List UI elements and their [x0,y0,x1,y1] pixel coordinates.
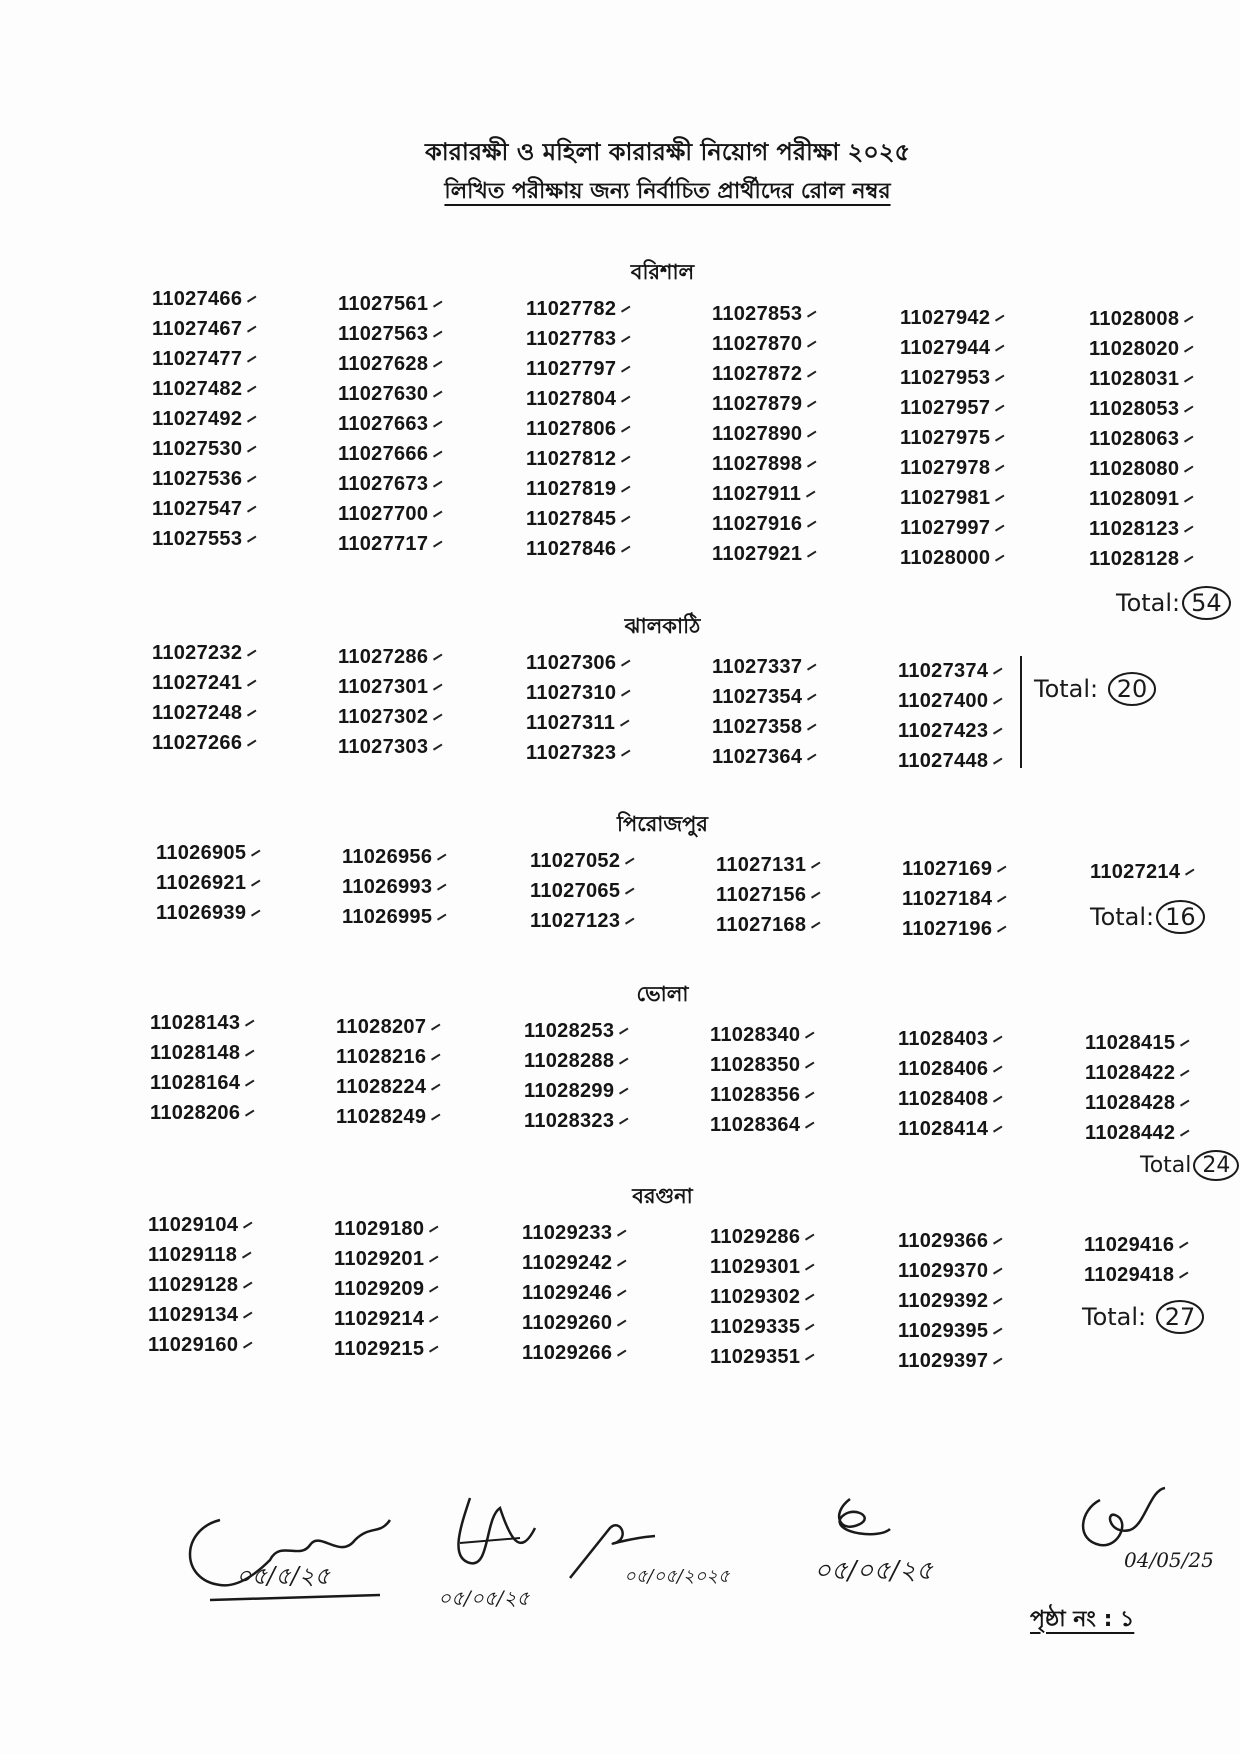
roll-column [898,1226,1003,1376]
district-heading: ভোলা [636,982,689,1006]
roll-number: 11026995 [342,902,447,932]
roll-column [150,1008,255,1128]
roll-column [526,648,631,768]
roll-column [522,1218,627,1368]
roll-number: 11029128 [148,1270,253,1300]
roll-column [156,838,261,928]
signature-date: ০৫/০৫/২৫ [814,1556,933,1586]
roll-number: 11028207 [336,1012,441,1042]
roll-column [148,1210,253,1360]
roll-number: 11028288 [524,1046,629,1076]
roll-number: 11027942 [900,303,1005,333]
roll-number: 11027374 [898,656,1003,686]
roll-number: 11028063 [1089,424,1194,454]
roll-number: 11028253 [524,1016,629,1046]
roll-number: 11027797 [526,354,631,384]
roll-number: 11027812 [526,444,631,474]
roll-number: 11027717 [338,529,443,559]
roll-number: 11027845 [526,504,631,534]
roll-column [336,1012,441,1132]
roll-number: 11027957 [900,393,1005,423]
roll-number: 11026939 [156,898,261,928]
total-label: Total: [1090,903,1155,931]
roll-number: 11027783 [526,324,631,354]
roll-column [152,638,257,758]
roll-column [710,1222,815,1372]
roll-number: 11027561 [338,289,443,319]
roll-column [902,854,1007,944]
roll-number: 11028128 [1089,544,1194,574]
roll-number: 11027921 [712,539,817,569]
roll-number: 11027872 [712,359,817,389]
roll-column [338,289,443,559]
roll-number: 11026921 [156,868,261,898]
signature-date: ০৫/০৫/২০২৫ [624,1566,730,1587]
roll-number: 11028299 [524,1076,629,1106]
roll-number: 11027311 [526,708,631,738]
roll-number: 11028340 [710,1020,815,1050]
roll-number: 11027981 [900,483,1005,513]
roll-number: 11029201 [334,1244,439,1274]
roll-number: 11027306 [526,648,631,678]
roll-number: 11028206 [150,1098,255,1128]
roll-number: 11027563 [338,319,443,349]
roll-number: 11027953 [900,363,1005,393]
total-label: Total: [1082,1303,1147,1331]
roll-number: 11027358 [712,712,817,742]
signature-date: 04/05/25 [1124,1548,1214,1572]
roll-number: 11026956 [342,842,447,872]
roll-column [1090,857,1195,887]
roll-number: 11029209 [334,1274,439,1304]
roll-number: 11029104 [148,1210,253,1240]
total-value: 27 [1156,1300,1205,1334]
roll-number: 11027911 [712,479,817,509]
roll-number: 11027890 [712,419,817,449]
roll-number: 11027700 [338,499,443,529]
roll-number: 11028428 [1085,1088,1190,1118]
roll-number: 11026905 [156,838,261,868]
roll-number: 11027944 [900,333,1005,363]
roll-number: 11028000 [900,543,1005,573]
roll-number: 11029392 [898,1286,1003,1316]
roll-number: 11027214 [1090,857,1195,887]
total-label: Total: [1034,675,1099,703]
roll-number: 11027673 [338,469,443,499]
roll-number: 11027196 [902,914,1007,944]
section-total [1082,1300,1204,1334]
section-total [1140,1150,1239,1181]
roll-number: 11027156 [716,880,821,910]
roll-number: 11027169 [902,854,1007,884]
roll-number: 11027997 [900,513,1005,543]
roll-column [716,850,821,940]
roll-number: 11029160 [148,1330,253,1360]
signature-4 [820,1494,900,1554]
roll-number: 11028164 [150,1068,255,1098]
roll-number: 11027337 [712,652,817,682]
roll-number: 11027241 [152,668,257,698]
roll-number: 11029134 [148,1300,253,1330]
roll-number: 11029180 [334,1214,439,1244]
roll-number: 11029266 [522,1338,627,1368]
roll-number: 11026993 [342,872,447,902]
page-subtitle-text: লিখিত পরীক্ষায় জন্য নির্বাচিত প্রার্থীদের রোল নম্বর [444,179,891,204]
roll-number: 11028406 [898,1054,1003,1084]
bracket-line [1020,656,1022,768]
roll-column [524,1016,629,1136]
roll-number: 11029418 [1084,1260,1189,1290]
district-heading: পিরোজপুর [617,812,708,836]
roll-number: 11029260 [522,1308,627,1338]
roll-number: 11027853 [712,299,817,329]
roll-number: 11028356 [710,1080,815,1110]
roll-number: 11028350 [710,1050,815,1080]
roll-number: 11027466 [152,284,257,314]
roll-number: 11029214 [334,1304,439,1334]
roll-number: 11029301 [710,1252,815,1282]
roll-number: 11027819 [526,474,631,504]
roll-number: 11027168 [716,910,821,940]
roll-number: 11029215 [334,1334,439,1364]
roll-number: 11027879 [712,389,817,419]
roll-number: 11028123 [1089,514,1194,544]
roll-column [1084,1230,1189,1290]
page-subtitle [0,174,1240,211]
roll-number: 11027870 [712,329,817,359]
roll-number: 11028216 [336,1042,441,1072]
roll-number: 11027553 [152,524,257,554]
roll-number: 11027354 [712,682,817,712]
roll-number: 11029366 [898,1226,1003,1256]
total-label: Total [1140,1153,1192,1178]
roll-number: 11027846 [526,534,631,564]
roll-number: 11027323 [526,738,631,768]
roll-number: 11029118 [148,1240,253,1270]
roll-number: 11028091 [1089,484,1194,514]
roll-number: 11027364 [712,742,817,772]
roll-number: 11028053 [1089,394,1194,424]
roll-number: 11027782 [526,294,631,324]
total-value: 20 [1108,672,1157,706]
roll-column [898,656,1003,776]
roll-number: 11027184 [902,884,1007,914]
roll-number: 11027916 [712,509,817,539]
roll-number: 11029302 [710,1282,815,1312]
roll-number: 11027482 [152,374,257,404]
roll-column [712,652,817,772]
roll-number: 11028008 [1089,304,1194,334]
roll-column [712,299,817,569]
roll-number: 11027630 [338,379,443,409]
roll-number: 11027131 [716,850,821,880]
district-heading: বরিশাল [630,260,695,284]
roll-number: 11027123 [530,906,635,936]
roll-number: 11029397 [898,1346,1003,1376]
signature-date: ০৫/০৫/২৫ [438,1586,530,1610]
roll-number: 11027448 [898,746,1003,776]
section-total [1034,672,1156,706]
roll-number: 11027806 [526,414,631,444]
roll-number: 11028422 [1085,1058,1190,1088]
total-value: 54 [1182,586,1231,620]
roll-column [1085,1028,1190,1148]
roll-number: 11029335 [710,1312,815,1342]
roll-number: 11027467 [152,314,257,344]
roll-number: 11027477 [152,344,257,374]
roll-number: 11028249 [336,1102,441,1132]
roll-number: 11027975 [900,423,1005,453]
roll-number: 11028364 [710,1110,815,1140]
roll-number: 11027898 [712,449,817,479]
section-total [1090,900,1205,934]
total-value: 24 [1193,1150,1239,1181]
roll-number: 11027492 [152,404,257,434]
roll-number: 11027052 [530,846,635,876]
signature-2 [440,1488,560,1578]
roll-column [530,846,635,936]
roll-number: 11028442 [1085,1118,1190,1148]
roll-number: 11027423 [898,716,1003,746]
roll-number: 11027666 [338,439,443,469]
roll-number: 11028020 [1089,334,1194,364]
roll-column [900,303,1005,573]
roll-number: 11027065 [530,876,635,906]
roll-number: 11027530 [152,434,257,464]
total-value: 16 [1156,900,1205,934]
roll-number: 11028080 [1089,454,1194,484]
total-label: Total: [1116,589,1181,617]
roll-column [710,1020,815,1140]
signature-date: ০৫/৫/২৫ [236,1562,331,1590]
roll-column [334,1214,439,1364]
roll-number: 11027663 [338,409,443,439]
roll-column [898,1024,1003,1144]
page-title: কারারক্ষী ও মহিলা কারারক্ষী নিয়োগ পরীক্ষা ২০২৫ [424,138,911,166]
roll-number: 11027232 [152,638,257,668]
roll-number: 11028414 [898,1114,1003,1144]
roll-number: 11027303 [338,732,443,762]
roll-number: 11028403 [898,1024,1003,1054]
roll-number: 11028415 [1085,1028,1190,1058]
roll-number: 11029246 [522,1278,627,1308]
roll-number: 11029395 [898,1316,1003,1346]
roll-number: 11027286 [338,642,443,672]
roll-number: 11028143 [150,1008,255,1038]
roll-number: 11027978 [900,453,1005,483]
roll-number: 11029416 [1084,1230,1189,1260]
page-number: পৃষ্ঠা নং : ১ [1030,1607,1135,1632]
roll-number: 11027301 [338,672,443,702]
roll-number: 11027310 [526,678,631,708]
roll-number: 11027536 [152,464,257,494]
roll-number: 11029370 [898,1256,1003,1286]
roll-number: 11027248 [152,698,257,728]
roll-column [338,642,443,762]
roll-number: 11027547 [152,494,257,524]
roll-number: 11028224 [336,1072,441,1102]
roll-number: 11027266 [152,728,257,758]
roll-number: 11027804 [526,384,631,414]
district-heading: ঝালকাঠি [624,614,701,638]
roll-column [342,842,447,932]
roll-number: 11029286 [710,1222,815,1252]
roll-number: 11028031 [1089,364,1194,394]
roll-number: 11027302 [338,702,443,732]
roll-column [1089,304,1194,574]
roll-number: 11027400 [898,686,1003,716]
roll-number: 11028408 [898,1084,1003,1114]
roll-column [152,284,257,554]
roll-number: 11029233 [522,1218,627,1248]
roll-number: 11028323 [524,1106,629,1136]
district-heading: বরগুনা [632,1184,693,1208]
roll-number: 11029242 [522,1248,627,1278]
roll-number: 11028148 [150,1038,255,1068]
roll-number: 11029351 [710,1342,815,1372]
roll-column [526,294,631,564]
roll-number: 11027628 [338,349,443,379]
